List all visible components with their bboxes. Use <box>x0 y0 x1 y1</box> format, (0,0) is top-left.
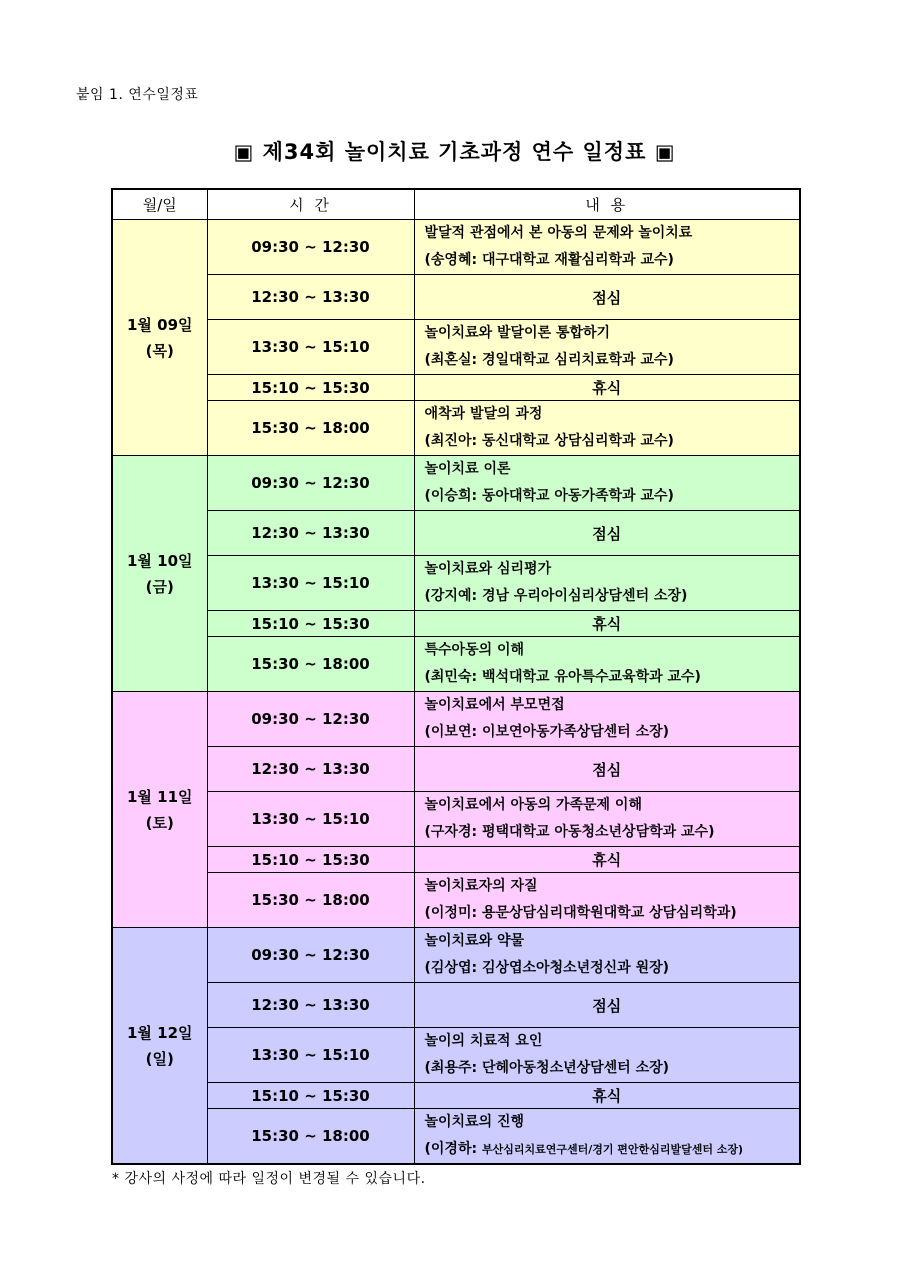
session-time: 13:30 ~ 15:10 <box>207 792 414 847</box>
table-row <box>112 983 800 1028</box>
session-time: 15:10 ~ 15:30 <box>207 847 414 873</box>
session-topic: 놀이치료와 약물 <box>424 933 525 949</box>
table-row <box>112 747 800 792</box>
session-content <box>414 692 800 747</box>
day-date: 1월 10일 <box>126 551 193 570</box>
session-time: 13:30 ~ 15:10 <box>207 320 414 375</box>
day-cell <box>112 928 207 1165</box>
session-lecturer: (이정미: 용문상담심리대학원대학교 상담심리학과) <box>424 905 737 921</box>
session-topic: 특수아동의 이해 <box>424 642 525 658</box>
table-row <box>112 1083 800 1109</box>
session-lecturer: (최용주: 단헤아동청소년상담센터 소장) <box>424 1060 670 1076</box>
schedule-table <box>111 188 801 1165</box>
day-cell <box>112 220 207 456</box>
attachment-label: 붙임 1. 연수일정표 <box>76 87 199 103</box>
table-row <box>112 320 800 375</box>
session-time: 12:30 ~ 13:30 <box>207 983 414 1028</box>
session-time: 13:30 ~ 15:10 <box>207 556 414 611</box>
session-topic: 놀이치료에서 부모면접 <box>424 697 565 713</box>
table-row <box>112 792 800 847</box>
session-topic: 놀이치료에서 아동의 가족문제 이해 <box>424 797 642 813</box>
session-topic: 놀이치료의 진행 <box>424 1114 525 1130</box>
session-lecturer: (김상엽: 김상엽소아청소년정신과 원장) <box>424 960 670 976</box>
session-time: 12:30 ~ 13:30 <box>207 275 414 320</box>
session-content <box>414 320 800 375</box>
session-time: 15:10 ~ 15:30 <box>207 1083 414 1109</box>
table-row <box>112 220 800 275</box>
header-content: 내 용 <box>414 189 800 220</box>
session-topic: 놀이치료자의 자질 <box>424 878 538 894</box>
table-row <box>112 611 800 637</box>
session-lecturer: (구자경: 평택대학교 아동청소년상담학과 교수) <box>424 824 715 840</box>
session-content <box>414 220 800 275</box>
session-content <box>414 456 800 511</box>
table-row <box>112 1109 800 1165</box>
session-content <box>414 928 800 983</box>
day-weekday: (금) <box>145 577 174 596</box>
session-break: 휴식 <box>414 1083 800 1109</box>
table-row <box>112 1028 800 1083</box>
session-break: 점심 <box>414 983 800 1028</box>
table-row <box>112 456 800 511</box>
session-content <box>414 401 800 456</box>
session-content <box>414 792 800 847</box>
session-content <box>414 556 800 611</box>
session-topic: 놀이치료와 심리평가 <box>424 561 552 577</box>
session-content <box>414 1028 800 1083</box>
day-date: 1월 11일 <box>126 787 193 806</box>
footnote: * 강사의 사정에 따라 일정이 변경될 수 있습니다. <box>112 1171 426 1187</box>
session-time: 09:30 ~ 12:30 <box>207 692 414 747</box>
session-content <box>414 873 800 928</box>
session-lecturer: (이승희: 동아대학교 아동가족학과 교수) <box>424 488 674 504</box>
table-row <box>112 928 800 983</box>
session-time: 09:30 ~ 12:30 <box>207 220 414 275</box>
session-lecturer <box>425 1136 800 1163</box>
table-header-row <box>112 189 800 220</box>
session-time: 13:30 ~ 15:10 <box>207 1028 414 1083</box>
day-date: 1월 09일 <box>126 315 193 334</box>
day-weekday: (토) <box>145 813 174 832</box>
table-row <box>112 873 800 928</box>
table-row <box>112 556 800 611</box>
session-lecturer: (강지예: 경남 우리아이심리상담센터 소장) <box>424 588 688 604</box>
lecturer-name: (이경하: <box>424 1141 478 1157</box>
session-time: 15:10 ~ 15:30 <box>207 611 414 637</box>
table-row <box>112 692 800 747</box>
table-row <box>112 847 800 873</box>
table-row <box>112 375 800 401</box>
day-cell <box>112 692 207 928</box>
session-lecturer: (이보연: 이보연아동가족상담센터 소장) <box>424 724 670 740</box>
session-lecturer: (최민숙: 백석대학교 유아특수교육학과 교수) <box>424 669 701 685</box>
session-break: 점심 <box>414 747 800 792</box>
table-row <box>112 401 800 456</box>
day-cell <box>112 456 207 692</box>
page-title: ▣ 제34회 놀이치료 기초과정 연수 일정표 ▣ <box>233 140 676 164</box>
session-time: 12:30 ~ 13:30 <box>207 747 414 792</box>
session-topic: 애착과 발달의 과정 <box>424 406 543 422</box>
session-time: 15:30 ~ 18:00 <box>207 401 414 456</box>
header-date: 월/일 <box>112 189 207 220</box>
session-topic: 발달적 관점에서 본 아동의 문제와 놀이치료 <box>424 225 693 241</box>
session-topic: 놀이의 치료적 요인 <box>424 1033 543 1049</box>
table-row <box>112 511 800 556</box>
session-time: 09:30 ~ 12:30 <box>207 456 414 511</box>
session-time: 09:30 ~ 12:30 <box>207 928 414 983</box>
session-break: 휴식 <box>414 375 800 401</box>
session-break: 점심 <box>414 511 800 556</box>
session-time: 15:30 ~ 18:00 <box>207 637 414 692</box>
session-time: 15:30 ~ 18:00 <box>207 1109 414 1165</box>
session-lecturer: (최진아: 동신대학교 상담심리학과 교수) <box>424 433 674 449</box>
session-lecturer: (최혼실: 경일대학교 심리치료학과 교수) <box>424 352 674 368</box>
session-time: 15:10 ~ 15:30 <box>207 375 414 401</box>
lecturer-affiliation: 부산심리치료연구센터/경기 편안한심리발달센터 소장) <box>481 1143 744 1156</box>
session-lecturer: (송영혜: 대구대학교 재활심리학과 교수) <box>424 252 674 268</box>
table-row <box>112 637 800 692</box>
day-weekday: (일) <box>145 1049 174 1068</box>
session-break: 휴식 <box>414 847 800 873</box>
session-content <box>414 1109 800 1165</box>
session-time: 15:30 ~ 18:00 <box>207 873 414 928</box>
session-break: 점심 <box>414 275 800 320</box>
session-time: 12:30 ~ 13:30 <box>207 511 414 556</box>
day-weekday: (목) <box>145 341 174 360</box>
session-break: 휴식 <box>414 611 800 637</box>
header-time: 시 간 <box>207 189 414 220</box>
day-date: 1월 12일 <box>126 1023 193 1042</box>
table-row <box>112 275 800 320</box>
session-topic: 놀이치료 이론 <box>424 461 511 477</box>
session-topic: 놀이치료와 발달이론 통합하기 <box>424 325 611 341</box>
session-content <box>414 637 800 692</box>
